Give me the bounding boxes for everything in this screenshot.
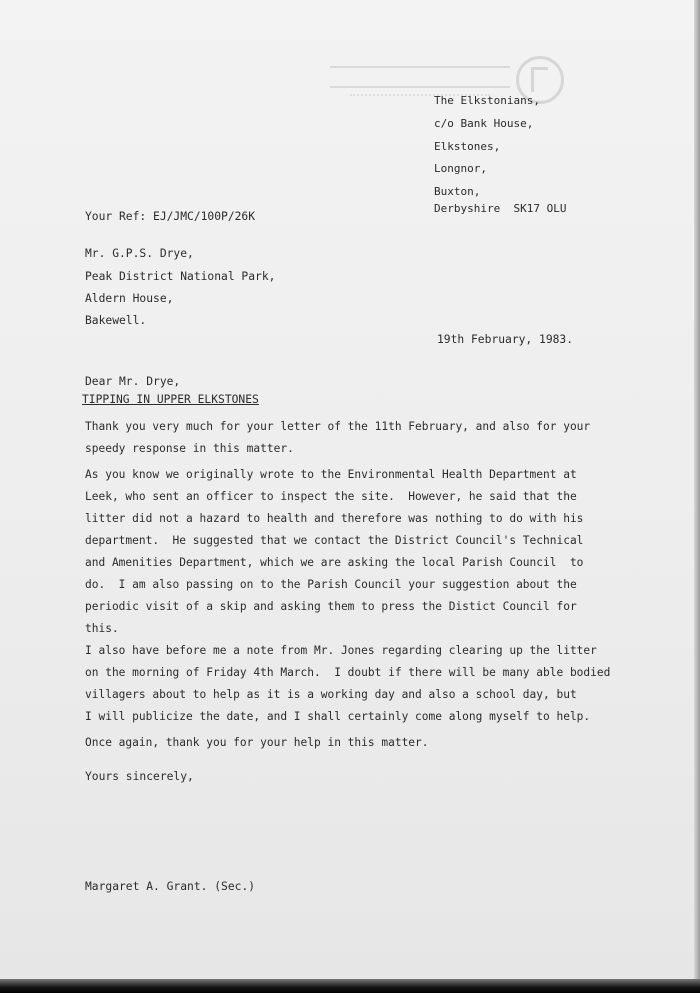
body-line: I will publicize the date, and I shall certainly come along myself to help. <box>85 710 591 723</box>
address-line: The Elkstonians, <box>434 94 540 107</box>
watermark-heading <box>330 66 510 88</box>
body-line: villagers about to help as it is a working day and also a school day, but <box>85 688 577 701</box>
body-line: litter did not a hazard to health and therefore was nothing to do with his <box>85 512 584 525</box>
letter-date: 19th February, 1983. <box>437 333 574 346</box>
address-line: Elkstones, <box>434 140 501 153</box>
signature: Margaret A. Grant. (Sec.) <box>85 880 256 893</box>
address-line: Buxton, <box>434 185 481 198</box>
body-line: on the morning of Friday 4th March. I doubt if there will be many able bodied <box>85 666 611 679</box>
address-line: c/o Bank House, <box>434 117 534 130</box>
recipient-line: Peak District National Park, <box>85 270 276 283</box>
body-line: As you know we originally wrote to the Environmental Health Department at <box>85 468 577 481</box>
page-edge <box>694 0 700 993</box>
body-line: Once again, thank you for your help in this matter. <box>85 736 429 749</box>
scan-bottom-band <box>0 979 700 993</box>
body-line: Thank you very much for your letter of the 11th February, and also for your <box>85 420 591 433</box>
recipient-line: Aldern House, <box>85 292 174 305</box>
body-line: department. He suggested that we contact the District Council's Technical <box>85 534 584 547</box>
recipient-line: Mr. G.P.S. Drye, <box>85 247 194 260</box>
recipient-line: Bakewell. <box>85 314 147 327</box>
body-line: periodic visit of a skip and asking them to press the Distict Council for <box>85 600 577 613</box>
body-line: this. <box>85 622 119 635</box>
closing: Yours sincerely, <box>85 770 194 783</box>
body-line: I also have before me a note from Mr. Jones regarding clearing up the litter <box>85 644 597 657</box>
address-line: Longnor, <box>434 162 487 175</box>
subject-heading: TIPPING IN UPPER ELKSTONES <box>82 393 259 406</box>
body-line: speedy response in this matter. <box>85 442 294 455</box>
salutation: Dear Mr. Drye, <box>85 375 181 388</box>
body-line: and Amenities Department, which we are asking the local Parish Council to <box>85 556 584 569</box>
body-line: do. I am also passing on to the Parish Council your suggestion about the <box>85 578 577 591</box>
body-line: Leek, who sent an officer to inspect the site. However, he said that the <box>85 490 577 503</box>
reference: Your Ref: EJ/JMC/100P/26K <box>85 210 256 223</box>
address-line: Derbyshire SK17 OLU <box>434 202 567 215</box>
